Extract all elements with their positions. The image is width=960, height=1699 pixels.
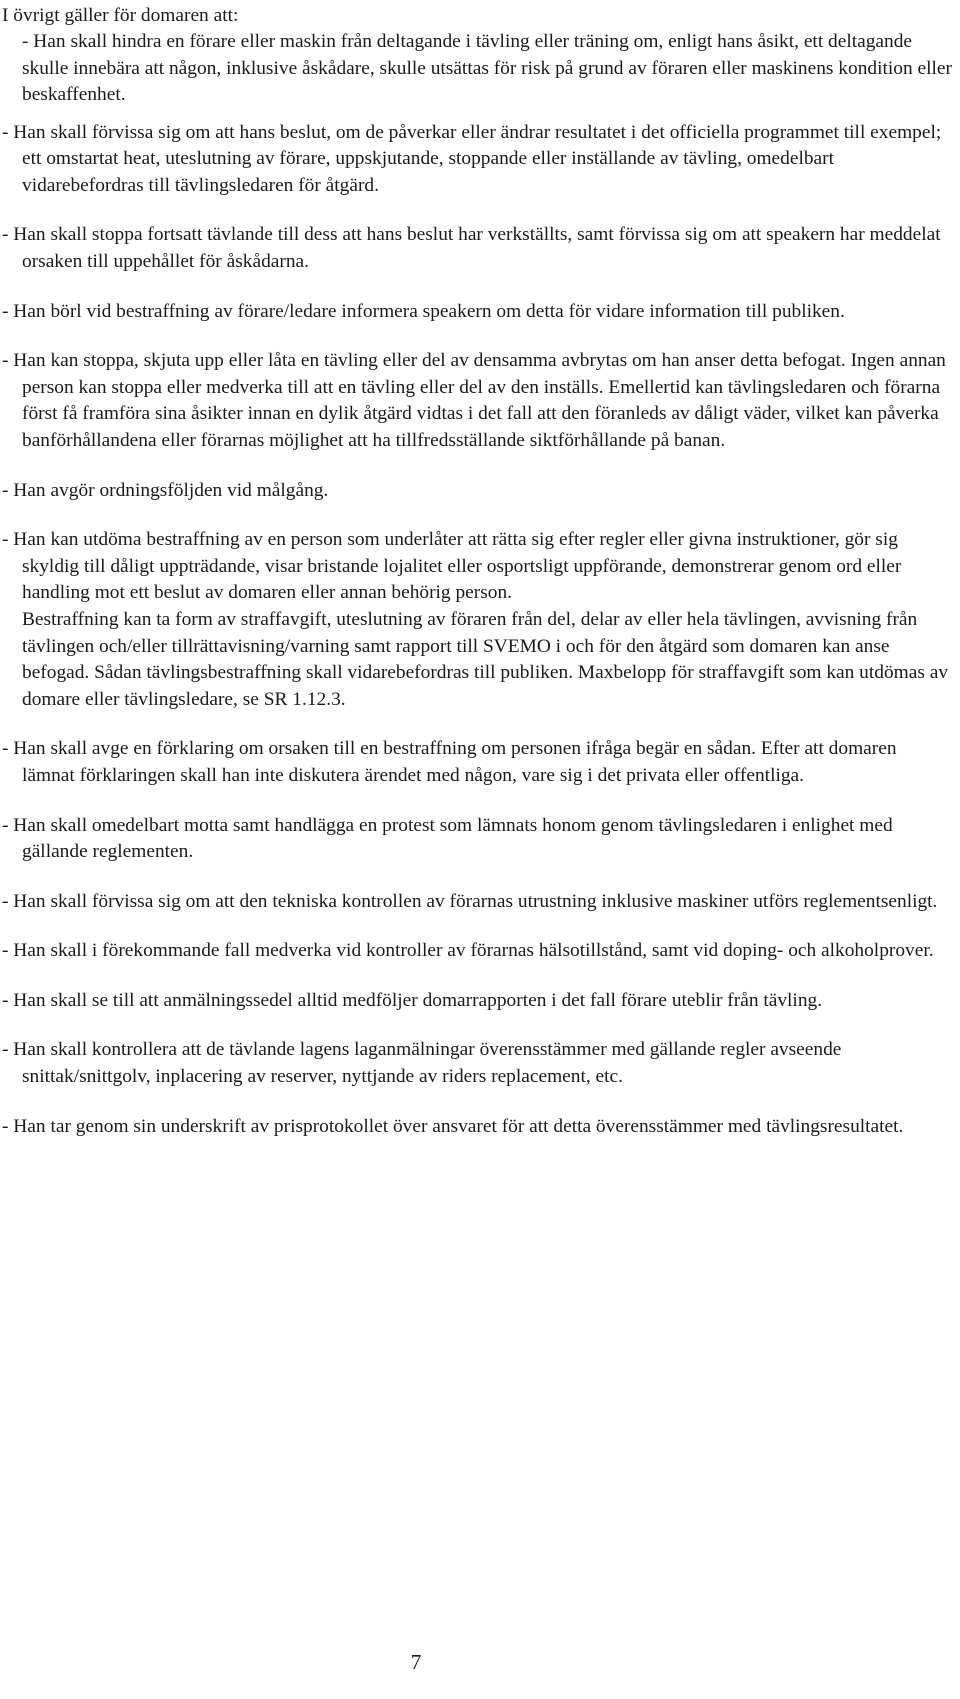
paragraph-health-checks: - Han skall i förekommande fall medverka vid kontroller av förarnas hälsotillstånd, samt vid doping- och alkoholprover. [2, 940, 934, 962]
intro-heading: I övrigt gäller för domaren att: [2, 5, 239, 26]
paragraph-stop-postpone: - Han kan stoppa, skjuta upp eller låta en tävling eller del av densamma avbrytas om han anser detta befogat. Ingen annan person kan stoppa eller medverka till att en tävling eller del av den inställs. Emellertid kan tävlingsledaren och förarna först få framföra sina åsikter innan en dylik åtgärd vidtas i det fall att den föranleds av dåligt väder, vilket kan påverka banförhållandena eller förarnas möjlighet att ha tillfredsställande siktförhållande på banan. [2, 350, 946, 451]
paragraph-technical-control: - Han skall förvissa sig om att den tekniska kontrollen av förarnas utrustning inklusive maskiner utförs reglementsenligt. [2, 890, 938, 912]
intro-section [2, 3, 954, 109]
paragraph-stop-racing: - Han skall stoppa fortsatt tävlande till dess att hans beslut har verkställts, samt förvissa sig om att speakern har meddelat orsaken till uppehållet för åskådarna. [2, 224, 941, 272]
paragraph-decision-forwarding: - Han skall förvissa sig om att hans beslut, om de påverkar eller ändrar resultatet i det officiella programmet till exempel; ett omstartat heat, uteslutning av förare, uppskjutande, stoppande eller inställande av tävling, omedelbart vidarebefordras till tävlingsledaren för åtgärd. [2, 121, 942, 196]
paragraph-protest: - Han skall omedelbart motta samt handlägga en protest som lämnats honom genom tävlingsledaren i enlighet med gällande reglementen. [2, 814, 893, 863]
paragraph-prize-protocol: - Han tar genom sin underskrift av prisprotokollet över ansvaret för att detta överensstämmer med tävlingsresultatet. [2, 1115, 904, 1137]
intro-item: - Han skall hindra en förare eller maskin från deltagande i tävling eller träning om, enligt hans åsikt, ett deltagande skulle innebära att någon, inklusive åskådare, skulle utsättas för risk på grund av föraren eller maskinens kondition eller beskaffenhet. [22, 31, 952, 106]
paragraph-penalty-subtext: Bestraffning kan ta form av straffavgift, uteslutning av föraren från del, delar av eller hela tävlingen, avvisning från tävlingen och/eller tillrättavisning/varning samt rapport till SVEMO i och för den åtgärd som domaren kan anse befogad. Sådan tävlingsbestraffning skall vidarebefordras till publiken. Maxbelopp för straffavgift som kan utdömas av domare eller tävlingsledare, se SR 1.12.3. [22, 608, 949, 710]
paragraph-explanation: - Han skall avge en förklaring om orsaken till en bestraffning om personen ifråga begär en sådan. Efter att domaren lämnat förklaringen skall han inte diskutera ärendet med någon, vare sig i det privata eller offentliga. [2, 738, 897, 786]
page-number: 7 [410, 1650, 422, 1674]
paragraph-penalty-text: - Han kan utdöma bestraffning av en person som underlåter att rätta sig efter regler eller givna instruktioner, gör sig skyldig till dåligt uppträdande, visar bristande lojalitet eller osportsligt uppförande, demonstrerar genom ord eller handling mot ett beslut av domaren eller annan behörig person. [2, 529, 902, 604]
document-body [2, 3, 954, 1163]
paragraph-penalty [2, 527, 954, 713]
paragraph-inform-speaker: - Han börl vid bestraffning av förare/ledare informera speakern om detta för vidare information till publiken. [2, 300, 845, 322]
paragraph-team-registration: - Han skall kontrollera att de tävlande lagens laganmälningar överensstämmer med gällande regler avseende snittak/snittgolv, inplacering av reserver, nyttjande av riders replacement, etc. [2, 1039, 842, 1088]
paragraph-registration-form: - Han skall se till att anmälningssedel alltid medföljer domarrapporten i det fall förare uteblir från tävling. [2, 989, 823, 1011]
paragraph-finish-order: - Han avgör ordningsföljden vid målgång. [2, 479, 329, 501]
